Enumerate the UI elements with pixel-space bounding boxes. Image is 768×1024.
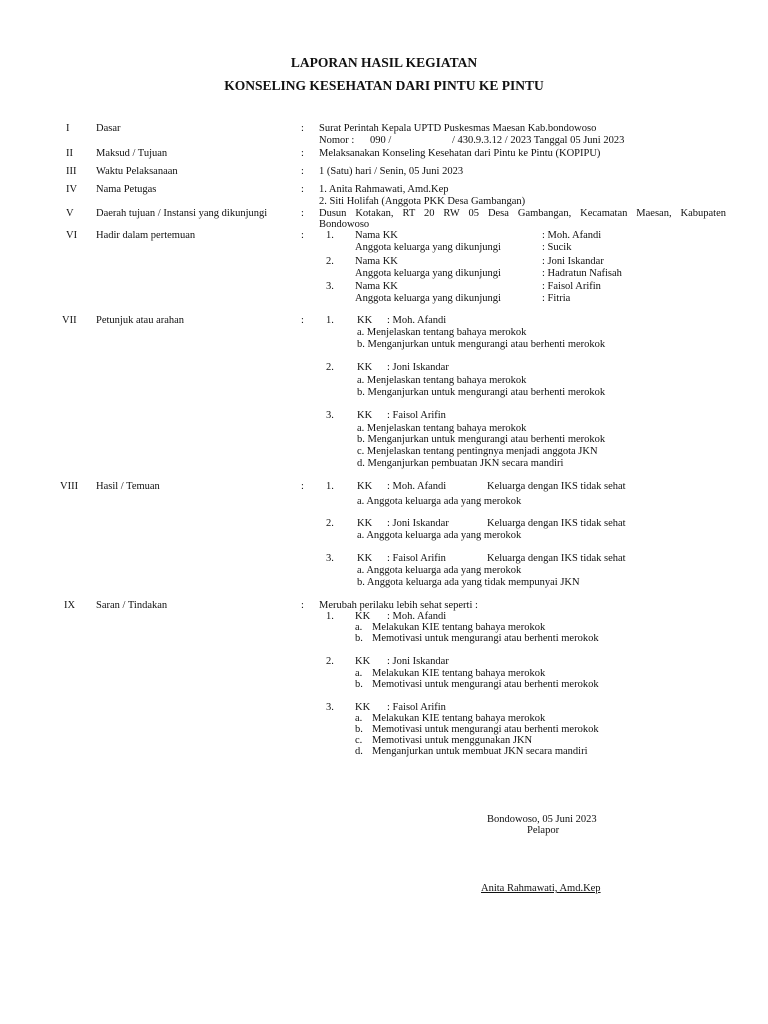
- saran-item: Melakukan KIE tentang bahaya merokok: [372, 668, 546, 679]
- colon: :: [301, 184, 304, 195]
- section-label: Saran / Tindakan: [96, 600, 168, 611]
- section-number: VI: [66, 230, 78, 241]
- arahan-item: b. Menganjurkan untuk mengurangi atau berhenti merokok: [357, 434, 606, 445]
- section-label: Daerah tujuan / Instansi yang dikunjungi: [96, 208, 268, 219]
- saran-letter: b.: [355, 679, 363, 690]
- kk-name: : Faisol Arifin: [387, 553, 446, 564]
- kk-label: KK: [355, 702, 371, 713]
- kk-label: KK: [355, 656, 371, 667]
- saran-letter: a.: [355, 668, 363, 679]
- saran-letter: b.: [355, 633, 363, 644]
- temuan-item: b. Anggota keluarga ada yang tidak mempunyai JKN: [357, 577, 580, 588]
- colon: :: [301, 315, 304, 326]
- iks-status: Keluarga dengan IKS tidak sehat: [487, 481, 626, 492]
- kk-name: : Joni Iskandar: [542, 256, 604, 267]
- temuan-item: a. Anggota keluarga ada yang merokok: [357, 565, 522, 576]
- item-number: 2.: [326, 256, 334, 267]
- signature-role: Pelapor: [527, 825, 560, 836]
- saran-intro: Merubah perilaku lebih sehat seperti :: [319, 600, 478, 611]
- section-label: Dasar: [96, 123, 121, 134]
- colon: :: [301, 166, 304, 177]
- anggota-name: : Hadratun Nafisah: [542, 268, 622, 279]
- item-number: 1.: [326, 611, 334, 622]
- kk-label: KK: [357, 481, 373, 492]
- signature-name: Anita Rahmawati, Amd.Kep: [481, 883, 601, 894]
- saran-letter: a.: [355, 713, 363, 724]
- kk-name: : Faisol Arifin: [387, 702, 446, 713]
- kk-label: Nama KK: [355, 256, 398, 267]
- arahan-item: a. Menjelaskan tentang bahaya merokok: [357, 327, 527, 338]
- iks-status: Keluarga dengan IKS tidak sehat: [487, 518, 626, 529]
- saran-item: Memotivasi untuk mengurangi atau berhenti merokok: [372, 724, 599, 735]
- colon: :: [301, 123, 304, 134]
- section-number: V: [66, 208, 74, 219]
- kk-name: : Joni Iskandar: [387, 362, 449, 373]
- nomor-value: 090 /: [370, 135, 392, 146]
- kk-name: : Faisol Arifin: [387, 410, 446, 421]
- saran-letter: b.: [355, 724, 363, 735]
- kk-label: Nama KK: [355, 230, 398, 241]
- colon: :: [301, 208, 304, 219]
- temuan-item: a. Anggota keluarga ada yang merokok: [357, 530, 522, 541]
- section-label: Waktu Pelaksanaan: [96, 166, 178, 177]
- saran-letter: c.: [355, 735, 363, 746]
- kk-label: Nama KK: [355, 281, 398, 292]
- section-number: IX: [64, 600, 76, 611]
- maksud-text: Melaksanakan Konseling Kesehatan dari Pintu ke Pintu (KOPIPU): [319, 148, 601, 159]
- daerah-line1: Dusun Kotakan, RT 20 RW 05 Desa Gambangan, Kecamatan Maesan, Kabupaten: [319, 208, 726, 219]
- arahan-item: a. Menjelaskan tentang bahaya merokok: [357, 423, 527, 434]
- section-label: Nama Petugas: [96, 184, 157, 195]
- anggota-label: Anggota keluarga yang dikunjungi: [355, 242, 501, 253]
- colon: :: [301, 600, 304, 611]
- saran-letter: d.: [355, 746, 363, 757]
- section-number: II: [66, 148, 73, 159]
- kk-label: KK: [355, 611, 371, 622]
- item-number: 3.: [326, 553, 334, 564]
- item-number: 2.: [326, 656, 334, 667]
- saran-item: Memotivasi untuk mengurangi atau berhenti merokok: [372, 633, 599, 644]
- anggota-name: : Fitria: [542, 293, 571, 304]
- temuan-item: a. Anggota keluarga ada yang merokok: [357, 496, 522, 507]
- section-number: VII: [62, 315, 77, 326]
- waktu-text: 1 (Satu) hari / Senin, 05 Juni 2023: [319, 166, 464, 177]
- saran-letter: a.: [355, 622, 363, 633]
- arahan-item: b. Menganjurkan untuk mengurangi atau berhenti merokok: [357, 387, 606, 398]
- section-number: III: [66, 166, 77, 177]
- arahan-item: a. Menjelaskan tentang bahaya merokok: [357, 375, 527, 386]
- kk-label: KK: [357, 315, 373, 326]
- section-number: I: [66, 123, 70, 134]
- kk-label: KK: [357, 410, 373, 421]
- saran-item: Menganjurkan untuk membuat JKN secara mandiri: [372, 746, 588, 757]
- anggota-label: Anggota keluarga yang dikunjungi: [355, 293, 501, 304]
- report-subtitle: KONSELING KESEHATAN DARI PINTU KE PINTU: [224, 78, 544, 93]
- anggota-label: Anggota keluarga yang dikunjungi: [355, 268, 501, 279]
- saran-item: Memotivasi untuk menggunakan JKN: [372, 735, 533, 746]
- section-label: Petunjuk atau arahan: [96, 315, 185, 326]
- dasar-text: Surat Perintah Kepala UPTD Puskesmas Maesan Kab.bondowoso: [319, 123, 597, 134]
- kk-name: : Joni Iskandar: [387, 656, 449, 667]
- kk-name: : Moh. Afandi: [542, 230, 602, 241]
- kk-label: KK: [357, 362, 373, 373]
- colon: :: [301, 148, 304, 159]
- item-number: 2.: [326, 362, 334, 373]
- arahan-item: d. Menganjurkan pembuatan JKN secara mandiri: [357, 458, 564, 469]
- section-label: Hasil / Temuan: [96, 481, 160, 492]
- item-number: 3.: [326, 281, 334, 292]
- item-number: 1.: [326, 315, 334, 326]
- daerah-line2: Bondowoso: [319, 219, 370, 230]
- section-label: Maksud / Tujuan: [96, 148, 168, 159]
- petugas-2: 2. Siti Holifah (Anggota PKK Desa Gambangan): [319, 196, 526, 207]
- saran-item: Memotivasi untuk mengurangi atau berhenti merokok: [372, 679, 599, 690]
- nomor-rest: / 430.9.3.12 / 2023 Tanggal 05 Juni 2023: [452, 135, 625, 146]
- signature-place-date: Bondowoso, 05 Juni 2023: [487, 814, 597, 825]
- kk-label: KK: [357, 518, 373, 529]
- colon: :: [301, 230, 304, 241]
- report-title: LAPORAN HASIL KEGIATAN: [290, 55, 478, 70]
- colon: :: [301, 481, 304, 492]
- arahan-item: b. Menganjurkan untuk mengurangi atau berhenti merokok: [357, 339, 606, 350]
- item-number: 3.: [326, 702, 334, 713]
- item-number: 2.: [326, 518, 334, 529]
- saran-item: Melakukan KIE tentang bahaya merokok: [372, 622, 546, 633]
- nomor-label: Nomor :: [319, 135, 355, 146]
- anggota-name: : Sucik: [542, 242, 572, 253]
- kk-name: : Moh. Afandi: [387, 611, 447, 622]
- kk-name: : Moh. Afandi: [387, 481, 447, 492]
- item-number: 3.: [326, 410, 334, 421]
- section-number: IV: [66, 184, 78, 195]
- kk-label: KK: [357, 553, 373, 564]
- arahan-item: c. Menjelaskan tentang pentingnya menjadi anggota JKN: [357, 446, 598, 457]
- iks-status: Keluarga dengan IKS tidak sehat: [487, 553, 626, 564]
- kk-name: : Joni Iskandar: [387, 518, 449, 529]
- item-number: 1.: [326, 481, 334, 492]
- section-label: Hadir dalam pertemuan: [96, 230, 196, 241]
- section-number: VIII: [60, 481, 79, 492]
- petugas-1: 1. Anita Rahmawati, Amd.Kep: [319, 184, 449, 195]
- item-number: 1.: [326, 230, 334, 241]
- saran-item: Melakukan KIE tentang bahaya merokok: [372, 713, 546, 724]
- kk-name: : Faisol Arifin: [542, 281, 601, 292]
- kk-name: : Moh. Afandi: [387, 315, 447, 326]
